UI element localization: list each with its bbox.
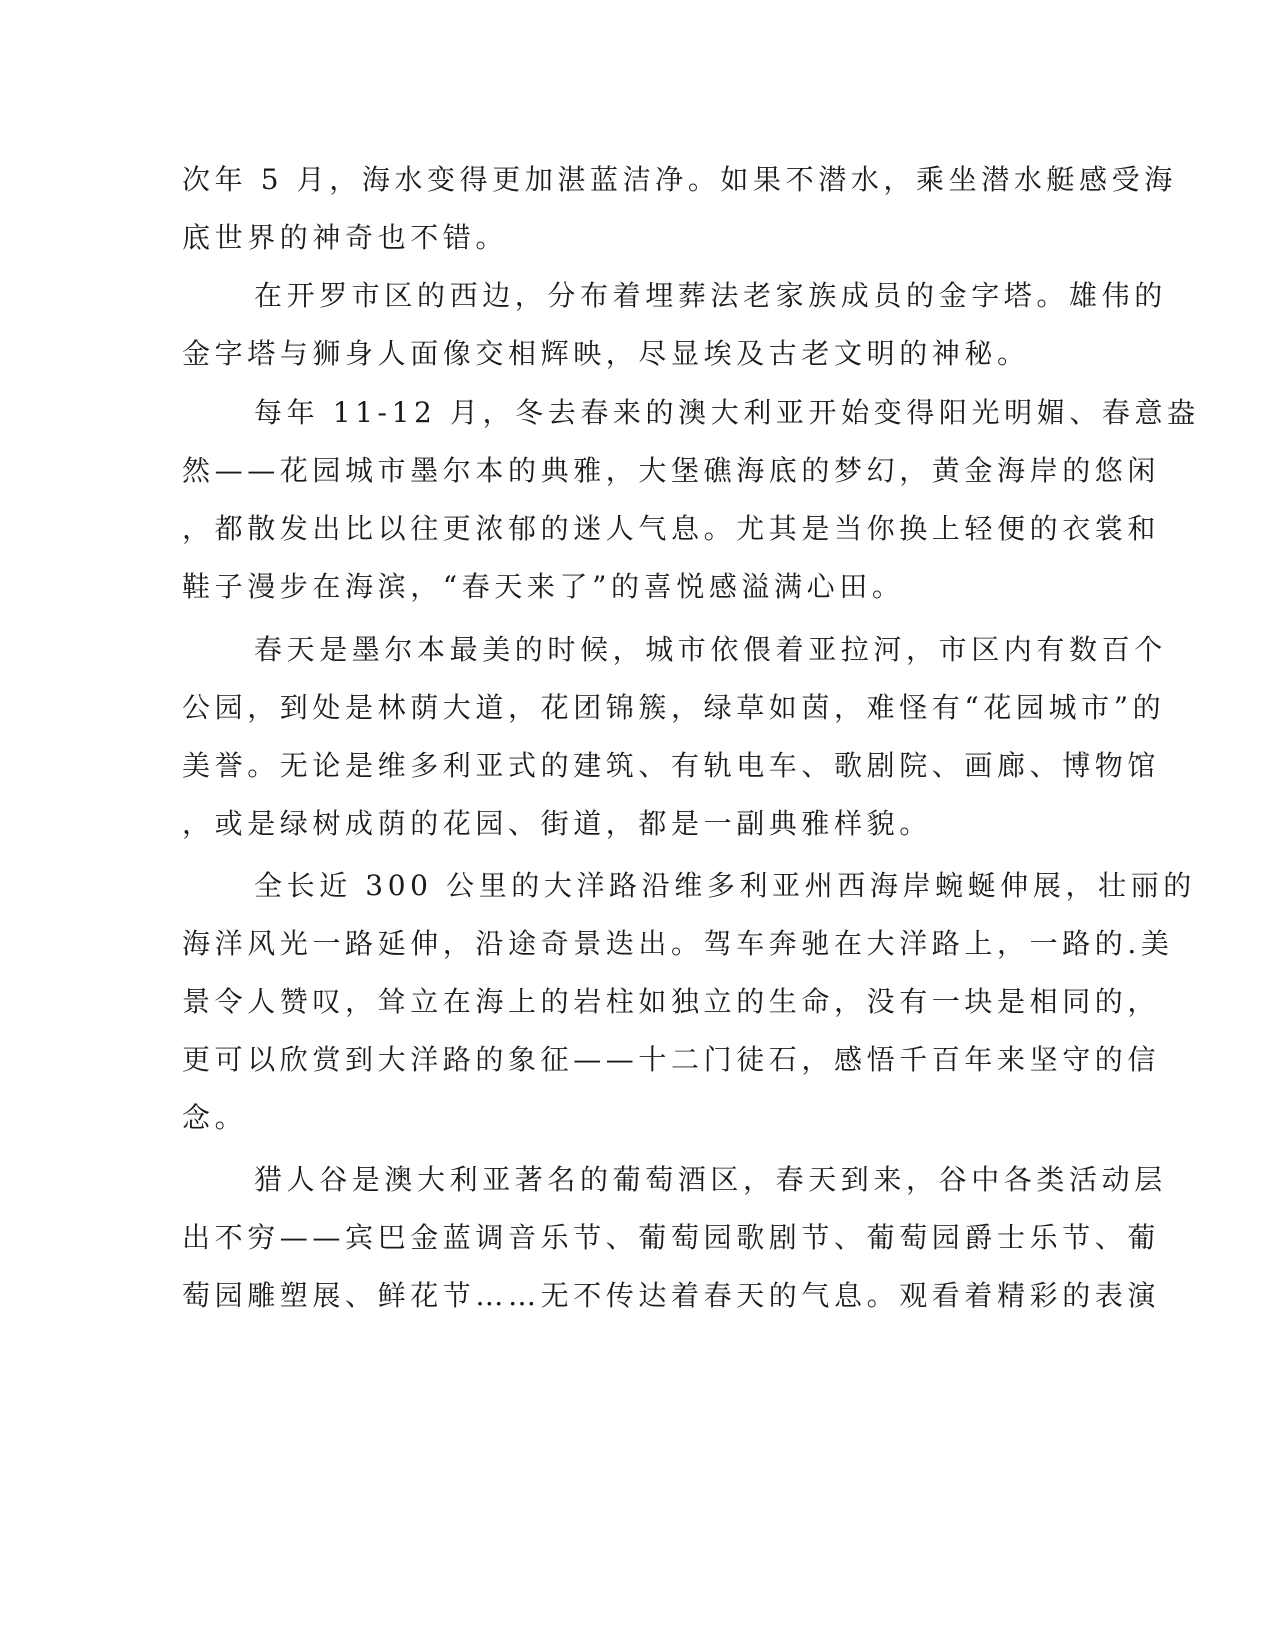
paragraph-line: 海洋风光一路延伸，沿途奇景迭出。驾车奔驰在大洋路上，一路的.美 [182, 927, 1174, 960]
paragraph-line: 出不穷——宾巴金蓝调音乐节、葡萄园歌剧节、葡萄园爵士乐节、葡 [182, 1221, 1161, 1254]
paragraph-line: 萄园雕塑展、鲜花节……无不传达着春天的气息。观看着精彩的表演 [182, 1279, 1161, 1312]
paragraph-line: 鞋子漫步在海滨，“春天来了”的喜悦感溢满心田。 [182, 570, 905, 603]
paragraph-line: 次年 5 月，海水变得更加湛蓝洁净。如果不潜水，乘坐潜水艇感受海 [182, 163, 1177, 196]
paragraph-line: 金字塔与狮身人面像交相辉映，尽显埃及古老文明的神秘。 [182, 337, 1030, 370]
paragraph-line: ，或是绿树成荫的花园、街道，都是一副典雅样貌。 [182, 807, 932, 840]
paragraph-line: ，都散发出比以往更浓郁的迷人气息。尤其是当你换上轻便的衣裳和 [182, 512, 1161, 545]
paragraph-line: 底世界的神奇也不错。 [182, 221, 509, 254]
paragraph-line: 公园，到处是林荫大道，花团锦簇，绿草如茵，难怪有“花园城市”的 [182, 691, 1166, 724]
paragraph-line: 美誉。无论是维多利亚式的建筑、有轨电车、歌剧院、画廊、博物馆 [182, 749, 1161, 782]
paragraph-line: 春天是墨尔本最美的时候，城市依偎着亚拉河，市区内有数百个 [254, 633, 1167, 666]
paragraph-line: 每年 11-12 月，冬去春来的澳大利亚开始变得阳光明媚、春意盎 [254, 396, 1200, 429]
paragraph-line: 念。 [182, 1101, 248, 1134]
paragraph-line: 然——花园城市墨尔本的典雅，大堡礁海底的梦幻，黄金海岸的悠闲 [182, 454, 1161, 487]
paragraph-line: 在开罗市区的西边，分布着埋葬法老家族成员的金字塔。雄伟的 [254, 279, 1167, 312]
paragraph-line: 猎人谷是澳大利亚著名的葡萄酒区，春天到来，谷中各类活动层 [254, 1163, 1167, 1196]
paragraph-line: 景令人赞叹，耸立在海上的岩柱如独立的生命，没有一块是相同的， [182, 985, 1161, 1018]
paragraph-line: 更可以欣赏到大洋路的象征——十二门徒石，感悟千百年来坚守的信 [182, 1043, 1161, 1076]
paragraph-line: 全长近 300 公里的大洋路沿维多利亚州西海岸蜿蜒伸展，壮丽的 [254, 869, 1196, 902]
